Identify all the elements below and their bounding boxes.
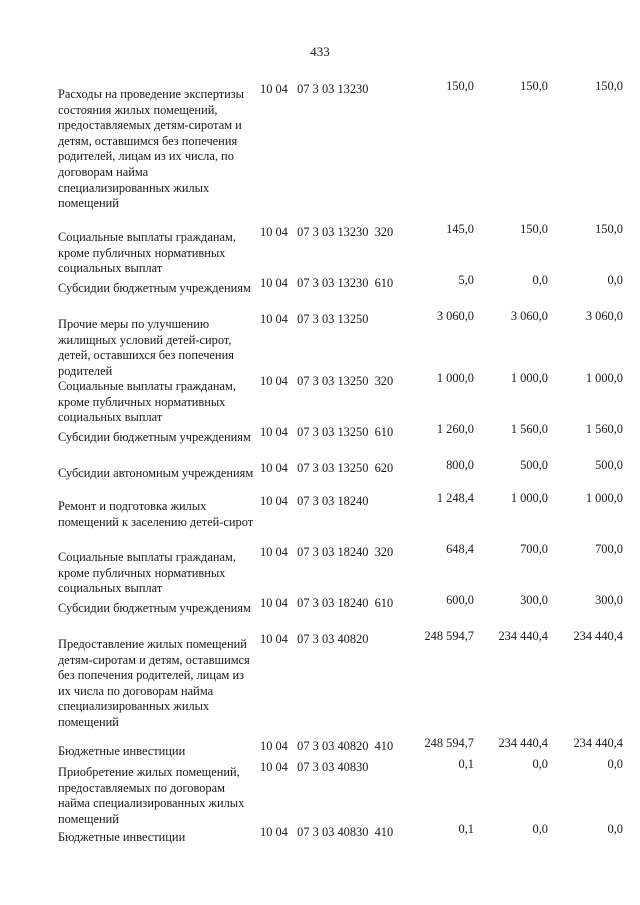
expense-name: Социальные выплаты гражданам, кроме публичных нормативных социальных выплат (58, 379, 236, 425)
classification-code: 10 04 07 3 03 40820 410 (260, 739, 394, 753)
amount-year-2: 0,0 (532, 273, 548, 287)
page-number: 433 (310, 44, 330, 59)
amount-year-2: 150,0 (520, 222, 548, 236)
amount-year-1: 145,0 (446, 222, 474, 236)
amount-year-3: 0,0 (607, 273, 623, 287)
amount-year-2: 0,0 (532, 822, 548, 836)
amount-year-2: 1 000,0 (510, 491, 548, 505)
classification-code: 10 04 07 3 03 18240 320 (260, 545, 394, 559)
amount-year-3: 1 000,0 (585, 371, 623, 385)
expense-name: Субсидии бюджетным учреждениям (58, 430, 251, 444)
amount-year-3: 300,0 (595, 593, 623, 607)
expense-name: Бюджетные инвестиции (58, 830, 186, 844)
table-row (58, 458, 630, 494)
amount-year-1: 1 000,0 (436, 371, 474, 385)
table-row (58, 79, 630, 225)
amount-year-3: 1 560,0 (585, 422, 623, 436)
expense-name: Прочие меры по улучшению жилищных условий детей-сирот, детей, оставшихся без попечения родителей (58, 317, 234, 378)
amount-year-1: 800,0 (446, 458, 474, 472)
classification-code: 10 04 07 3 03 40830 (260, 760, 369, 774)
classification-code: 10 04 07 3 03 13250 610 (260, 425, 394, 439)
expense-name: Расходы на проведение экспертизы состояния жилых помещений, предоставляемых детям-сиротам и детям, оставшимся без попечения родителей, лицам из их числа, по договорам найма специализированных жилых помещений (58, 87, 244, 211)
amount-year-3: 150,0 (595, 79, 623, 93)
expense-name: Бюджетные инвестиции (58, 744, 186, 758)
table-row (58, 629, 630, 739)
budget-table (58, 79, 630, 849)
amount-year-3: 1 000,0 (585, 491, 623, 505)
table-row (58, 822, 630, 849)
amount-year-3: 500,0 (595, 458, 623, 472)
amount-year-1: 1 248,4 (436, 491, 474, 505)
amount-year-1: 648,4 (446, 542, 474, 556)
amount-year-2: 3 060,0 (510, 309, 548, 323)
amount-year-2: 234 440,4 (498, 629, 548, 643)
amount-year-2: 500,0 (520, 458, 548, 472)
amount-year-2: 700,0 (520, 542, 548, 556)
classification-code: 10 04 07 3 03 18240 (260, 494, 369, 508)
amount-year-1: 600,0 (446, 593, 474, 607)
classification-code: 10 04 07 3 03 40820 (260, 632, 369, 646)
amount-year-3: 3 060,0 (585, 309, 623, 323)
table-row (58, 542, 630, 596)
classification-code: 10 04 07 3 03 13250 620 (260, 461, 394, 475)
amount-year-2: 1 000,0 (510, 371, 548, 385)
expense-name: Социальные выплаты гражданам, кроме публичных нормативных социальных выплат (58, 230, 236, 276)
expense-name: Социальные выплаты гражданам, кроме публичных нормативных социальных выплат (58, 550, 236, 596)
amount-year-2: 150,0 (520, 79, 548, 93)
expense-name: Субсидии бюджетным учреждениям (58, 281, 251, 295)
classification-code: 10 04 07 3 03 13230 610 (260, 276, 394, 290)
table-row (58, 757, 630, 826)
expense-name: Приобретение жилых помещений, предоставляемых по договорам найма специализированных жилых помещений (58, 765, 245, 826)
amount-year-1: 5,0 (458, 273, 474, 287)
classification-code: 10 04 07 3 03 40830 410 (260, 825, 394, 839)
amount-year-3: 0,0 (607, 757, 623, 771)
amount-year-3: 234 440,4 (573, 736, 623, 750)
amount-year-1: 0,1 (458, 757, 474, 771)
amount-year-1: 0,1 (458, 822, 474, 836)
amount-year-1: 248 594,7 (424, 629, 474, 643)
table-row (58, 222, 630, 276)
amount-year-2: 0,0 (532, 757, 548, 771)
expense-name: Предоставление жилых помещений детям-сиротам и детям, оставшимся без попечения родителей, лицам из их числа по договорам найма специализированных жилых помещений (58, 637, 250, 729)
amount-year-3: 234 440,4 (573, 629, 623, 643)
expense-name: Субсидии бюджетным учреждениям (58, 601, 251, 615)
amount-year-3: 700,0 (595, 542, 623, 556)
classification-code: 10 04 07 3 03 13250 (260, 312, 369, 326)
expense-name: Ремонт и подготовка жилых помещений к заселению детей-сирот (58, 499, 254, 529)
table-row (58, 371, 630, 425)
amount-year-1: 150,0 (446, 79, 474, 93)
amount-year-1: 1 260,0 (436, 422, 474, 436)
amount-year-2: 300,0 (520, 593, 548, 607)
amount-year-2: 234 440,4 (498, 736, 548, 750)
table-row (58, 491, 630, 545)
table-row (58, 422, 630, 461)
amount-year-2: 1 560,0 (510, 422, 548, 436)
amount-year-3: 0,0 (607, 822, 623, 836)
amount-year-3: 150,0 (595, 222, 623, 236)
classification-code: 10 04 07 3 03 18240 610 (260, 596, 394, 610)
classification-code: 10 04 07 3 03 13230 (260, 82, 369, 96)
amount-year-1: 248 594,7 (424, 736, 474, 750)
expense-name: Субсидии автономным учреждениям (58, 466, 254, 480)
classification-code: 10 04 07 3 03 13250 320 (260, 374, 394, 388)
amount-year-1: 3 060,0 (436, 309, 474, 323)
table-row (58, 273, 630, 312)
table-row (58, 593, 630, 632)
classification-code: 10 04 07 3 03 13230 320 (260, 225, 394, 239)
